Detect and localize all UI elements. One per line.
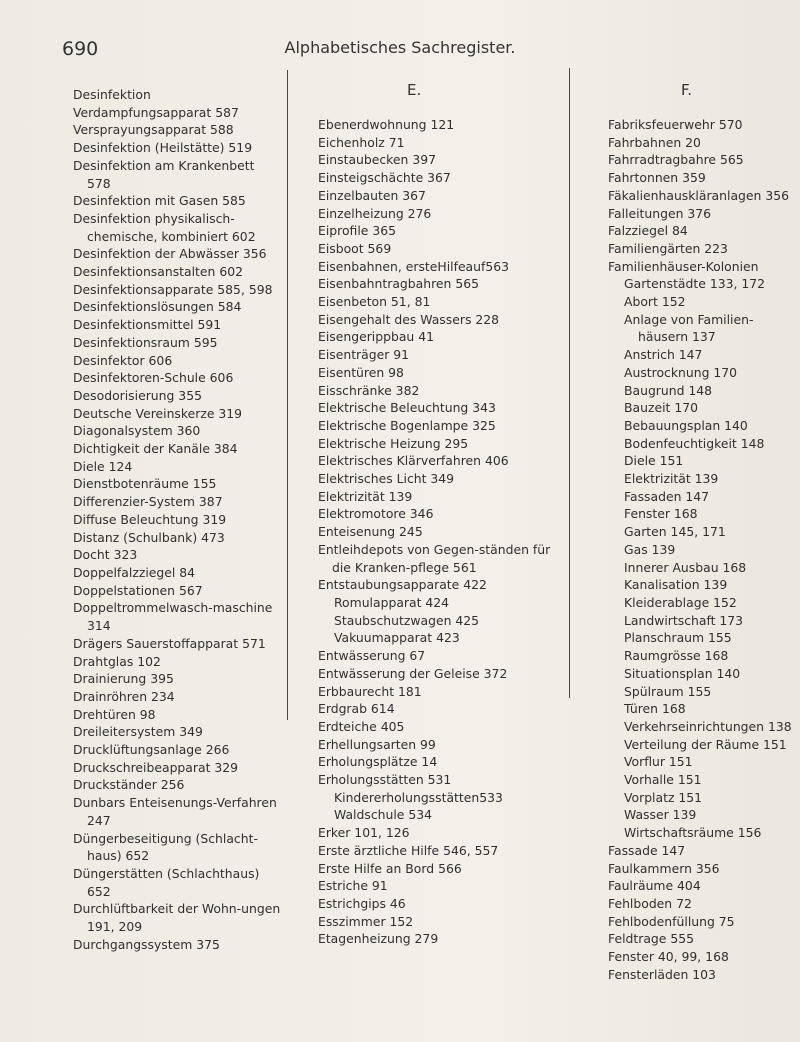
index-entry: Doppelfalzziegel 84 [73, 564, 196, 580]
index-entry: Familienhäuser-Kolonien [608, 258, 759, 274]
index-entry: Bebauungsplan 140 [624, 417, 748, 433]
index-entry: Kanalisation 139 [624, 577, 728, 593]
index-entry: Desinfektionsapparate 585, 598 [73, 281, 273, 297]
index-entry: Drahtglas 102 [73, 653, 161, 669]
index-entry: Düngerbeseitigung (Schlacht-haus) 652 [73, 830, 258, 864]
index-entry: Einzelbauten 367 [318, 187, 426, 203]
index-entry: Elektrizität 139 [318, 488, 413, 504]
index-entry: Verteilung der Räume 151 [624, 736, 787, 752]
index-entry: Fahrtonnen 359 [608, 170, 706, 186]
index-entry: Entwässerung der Geleise 372 [318, 665, 508, 681]
index-entry: Desinfektion mit Gasen 585 [73, 193, 246, 209]
index-entry: Bodenfeuchtigkeit 148 [624, 435, 765, 451]
index-entry: Fenster 168 [624, 506, 698, 522]
index-entry: Kindererholungsstätten533 [334, 789, 503, 805]
index-entry: Spülraum 155 [624, 683, 712, 699]
index-entry: Enteisenung 245 [318, 524, 423, 540]
index-entry: Einstaubecken 397 [318, 152, 436, 168]
index-entry: Erhellungsarten 99 [318, 736, 436, 752]
index-entry: Elektrische Heizung 295 [318, 435, 469, 451]
index-entry: Faulräume 404 [608, 878, 701, 894]
index-entry: Elektrische Bogenlampe 325 [318, 417, 496, 433]
index-entry: Elektrisches Licht 349 [318, 471, 455, 487]
section-letter-f: F. [681, 81, 692, 99]
index-entry: Planschraum 155 [624, 630, 732, 646]
index-entry: Eiprofile 365 [318, 223, 396, 239]
index-entry: Dienstbotenräume 155 [73, 476, 217, 492]
index-entry: Diele 151 [624, 453, 684, 469]
index-entry: Eisengehalt des Wassers 228 [318, 311, 499, 327]
index-entry: Entleihdepots von Gegen-ständen für die Kranken-pflege 561 [318, 541, 551, 575]
index-entry: Erbbaurecht 181 [318, 683, 422, 699]
index-entry: Versprayungsapparat 588 [73, 122, 234, 138]
index-entry: Desinfektor 606 [73, 352, 173, 368]
index-entry: Differenzier-System 387 [73, 494, 223, 510]
index-entry: Garten 145, 171 [624, 524, 726, 540]
index-column-1 [73, 86, 281, 953]
index-entry: Verdampfungsapparat 587 [73, 104, 239, 120]
index-entry: Staubschutzwagen 425 [334, 612, 480, 628]
index-entry: Estriche 91 [318, 878, 388, 894]
index-entry: Desinfektionsmittel 591 [73, 317, 222, 333]
index-entry: Situationsplan 140 [624, 665, 741, 681]
index-entry: Desodorisierung 355 [73, 387, 202, 403]
index-entry: Desinfektionsraum 595 [73, 334, 218, 350]
index-entry: Eisengerippbau 41 [318, 329, 434, 345]
index-entry: Estrichgips 46 [318, 895, 406, 911]
index-entry: Türen 168 [624, 701, 686, 717]
column-rule [569, 68, 570, 698]
index-entry: Verkehrseinrichtungen 138 [624, 718, 792, 734]
index-entry: Falzziegel 84 [608, 223, 688, 239]
index-entry: Desinfektion [73, 87, 151, 102]
index-entry: Desinfektionslösungen 584 [73, 299, 242, 315]
index-entry: Esszimmer 152 [318, 913, 414, 929]
index-entry: Gartenstädte 133, 172 [624, 276, 765, 292]
index-entry: Distanz (Schulbank) 473 [73, 529, 225, 545]
index-entry: Erdteiche 405 [318, 718, 405, 734]
index-entry: Fahrradtragbahre 565 [608, 152, 744, 168]
index-entry: Desinfektion (Heilstätte) 519 [73, 140, 253, 156]
index-entry: Romulapparat 424 [334, 594, 450, 610]
index-entry: Feldtrage 555 [608, 931, 695, 947]
index-entry: Eichenholz 71 [318, 134, 405, 150]
index-entry: Druckschreibeapparat 329 [73, 759, 239, 775]
index-entry: Elektromotore 346 [318, 506, 434, 522]
index-entry: Desinfektoren-Schule 606 [73, 370, 234, 386]
index-entry: Durchlüftbarkeit der Wohn-ungen 191, 209 [73, 901, 281, 935]
index-entry: Austrocknung 170 [624, 364, 738, 380]
section-letter-e: E. [407, 81, 422, 99]
index-entry: Vakuumapparat 423 [334, 630, 460, 646]
index-entry: Doppeltrommelwasch-maschine 314 [73, 600, 273, 634]
index-entry: Drainröhren 234 [73, 688, 175, 704]
index-entry: Vorplatz 151 [624, 789, 703, 805]
index-entry: Eisenträger 91 [318, 347, 410, 363]
index-entry: Fenster 40, 99, 168 [608, 949, 729, 965]
index-entry: Fensterläden 103 [608, 966, 716, 982]
index-entry: Bauzeit 170 [624, 400, 698, 416]
index-entry: Desinfektionsanstalten 602 [73, 264, 243, 280]
index-entry: Landwirtschaft 173 [624, 612, 744, 628]
index-entry: Erdgrab 614 [318, 701, 395, 717]
index-entry: Docht 323 [73, 547, 138, 563]
index-entry: Eisentüren 98 [318, 364, 404, 380]
index-entry: Elektrische Beleuchtung 343 [318, 400, 496, 416]
index-entry: Entstaubungsapparate 422 [318, 577, 487, 593]
index-entry: Durchgangssystem 375 [73, 936, 220, 952]
index-entry: Desinfektion physikalisch-chemische, kombiniert 602 [73, 210, 256, 244]
index-entry: Gas 139 [624, 541, 676, 557]
index-entry: Fassaden 147 [624, 488, 710, 504]
index-entry: Eisenbeton 51, 81 [318, 294, 431, 310]
index-entry: Desinfektion am Krankenbett 578 [73, 157, 255, 191]
index-entry: Dichtigkeit der Kanäle 384 [73, 441, 238, 457]
index-column-2 [318, 86, 558, 948]
index-entry: Doppelstationen 567 [73, 582, 203, 598]
index-entry: Fahrbahnen 20 [608, 134, 701, 150]
index-entry: Diele 124 [73, 458, 133, 474]
index-entry: Einzelheizung 276 [318, 205, 432, 221]
index-entry: Drainierung 395 [73, 671, 174, 687]
index-entry: Anlage von Familien-häusern 137 [624, 311, 754, 345]
index-entry: Dreileitersystem 349 [73, 724, 203, 740]
index-entry: Erholungsplätze 14 [318, 754, 438, 770]
index-entry: Baugrund 148 [624, 382, 713, 398]
index-entry: Elektrizität 139 [624, 471, 719, 487]
index-entry: Fehlboden 72 [608, 895, 692, 911]
index-entry: Vorhalle 151 [624, 772, 702, 788]
index-entry: Faulkammern 356 [608, 860, 720, 876]
index-entry: Innerer Ausbau 168 [624, 559, 747, 575]
index-entry: Druckständer 256 [73, 777, 185, 793]
page-number: 690 [62, 38, 99, 60]
index-entry: Wasser 139 [624, 807, 697, 823]
index-column-3 [608, 86, 800, 983]
index-entry: Abort 152 [624, 294, 686, 310]
index-entry: Entwässerung 67 [318, 648, 426, 664]
index-entry: Ebenerdwohnung 121 [318, 117, 455, 132]
index-entry: Erste Hilfe an Bord 566 [318, 860, 462, 876]
index-entry: Raumgrösse 168 [624, 648, 729, 664]
index-entry: Eisschränke 382 [318, 382, 420, 398]
index-entry: Familiengärten 223 [608, 240, 728, 256]
index-entry: Drehtüren 98 [73, 706, 156, 722]
index-entry: Eisenbahntragbahren 565 [318, 276, 479, 292]
index-entry: Drägers Sauerstoffapparat 571 [73, 635, 266, 651]
index-entry: Erholungsstätten 531 [318, 772, 452, 788]
index-entry: Fehlbodenfüllung 75 [608, 913, 735, 929]
index-entry: Waldschule 534 [334, 807, 432, 823]
index-entry: Falleitungen 376 [608, 205, 712, 221]
index-entry: Anstrich 147 [624, 347, 703, 363]
index-entry: Desinfektion der Abwässer 356 [73, 246, 267, 262]
index-entry: Fassade 147 [608, 842, 686, 858]
index-entry: Diagonalsystem 360 [73, 423, 201, 439]
index-entry: Einsteigschächte 367 [318, 170, 451, 186]
index-entry: Düngerstätten (Schlachthaus) 652 [73, 865, 260, 899]
index-entry: Erste ärztliche Hilfe 546, 557 [318, 842, 499, 858]
index-entry: Dunbars Enteisenungs-Verfahren 247 [73, 795, 277, 828]
index-entry: Diffuse Beleuchtung 319 [73, 511, 227, 527]
index-entry: Eisenbahnen, ersteHilfeauf563 [318, 258, 510, 274]
index-entry: Fäkalienhauskläranlagen 356 [608, 187, 789, 203]
index-entry: Etagenheizung 279 [318, 931, 439, 947]
index-entry: Wirtschaftsräume 156 [624, 825, 762, 841]
running-head: Alphabetisches Sachregister. [284, 38, 516, 57]
index-entry: Eisboot 569 [318, 240, 392, 256]
column-rule [287, 70, 288, 720]
index-entry: Elektrisches Klärverfahren 406 [318, 453, 509, 469]
index-entry: Erker 101, 126 [318, 825, 410, 841]
index-entry: Vorflur 151 [624, 754, 693, 770]
index-entry: Deutsche Vereinskerze 319 [73, 405, 243, 421]
index-entry: Fabriksfeuerwehr 570 [608, 117, 743, 132]
index-entry: Drucklüftungsanlage 266 [73, 742, 230, 758]
index-entry: Kleiderablage 152 [624, 594, 737, 610]
